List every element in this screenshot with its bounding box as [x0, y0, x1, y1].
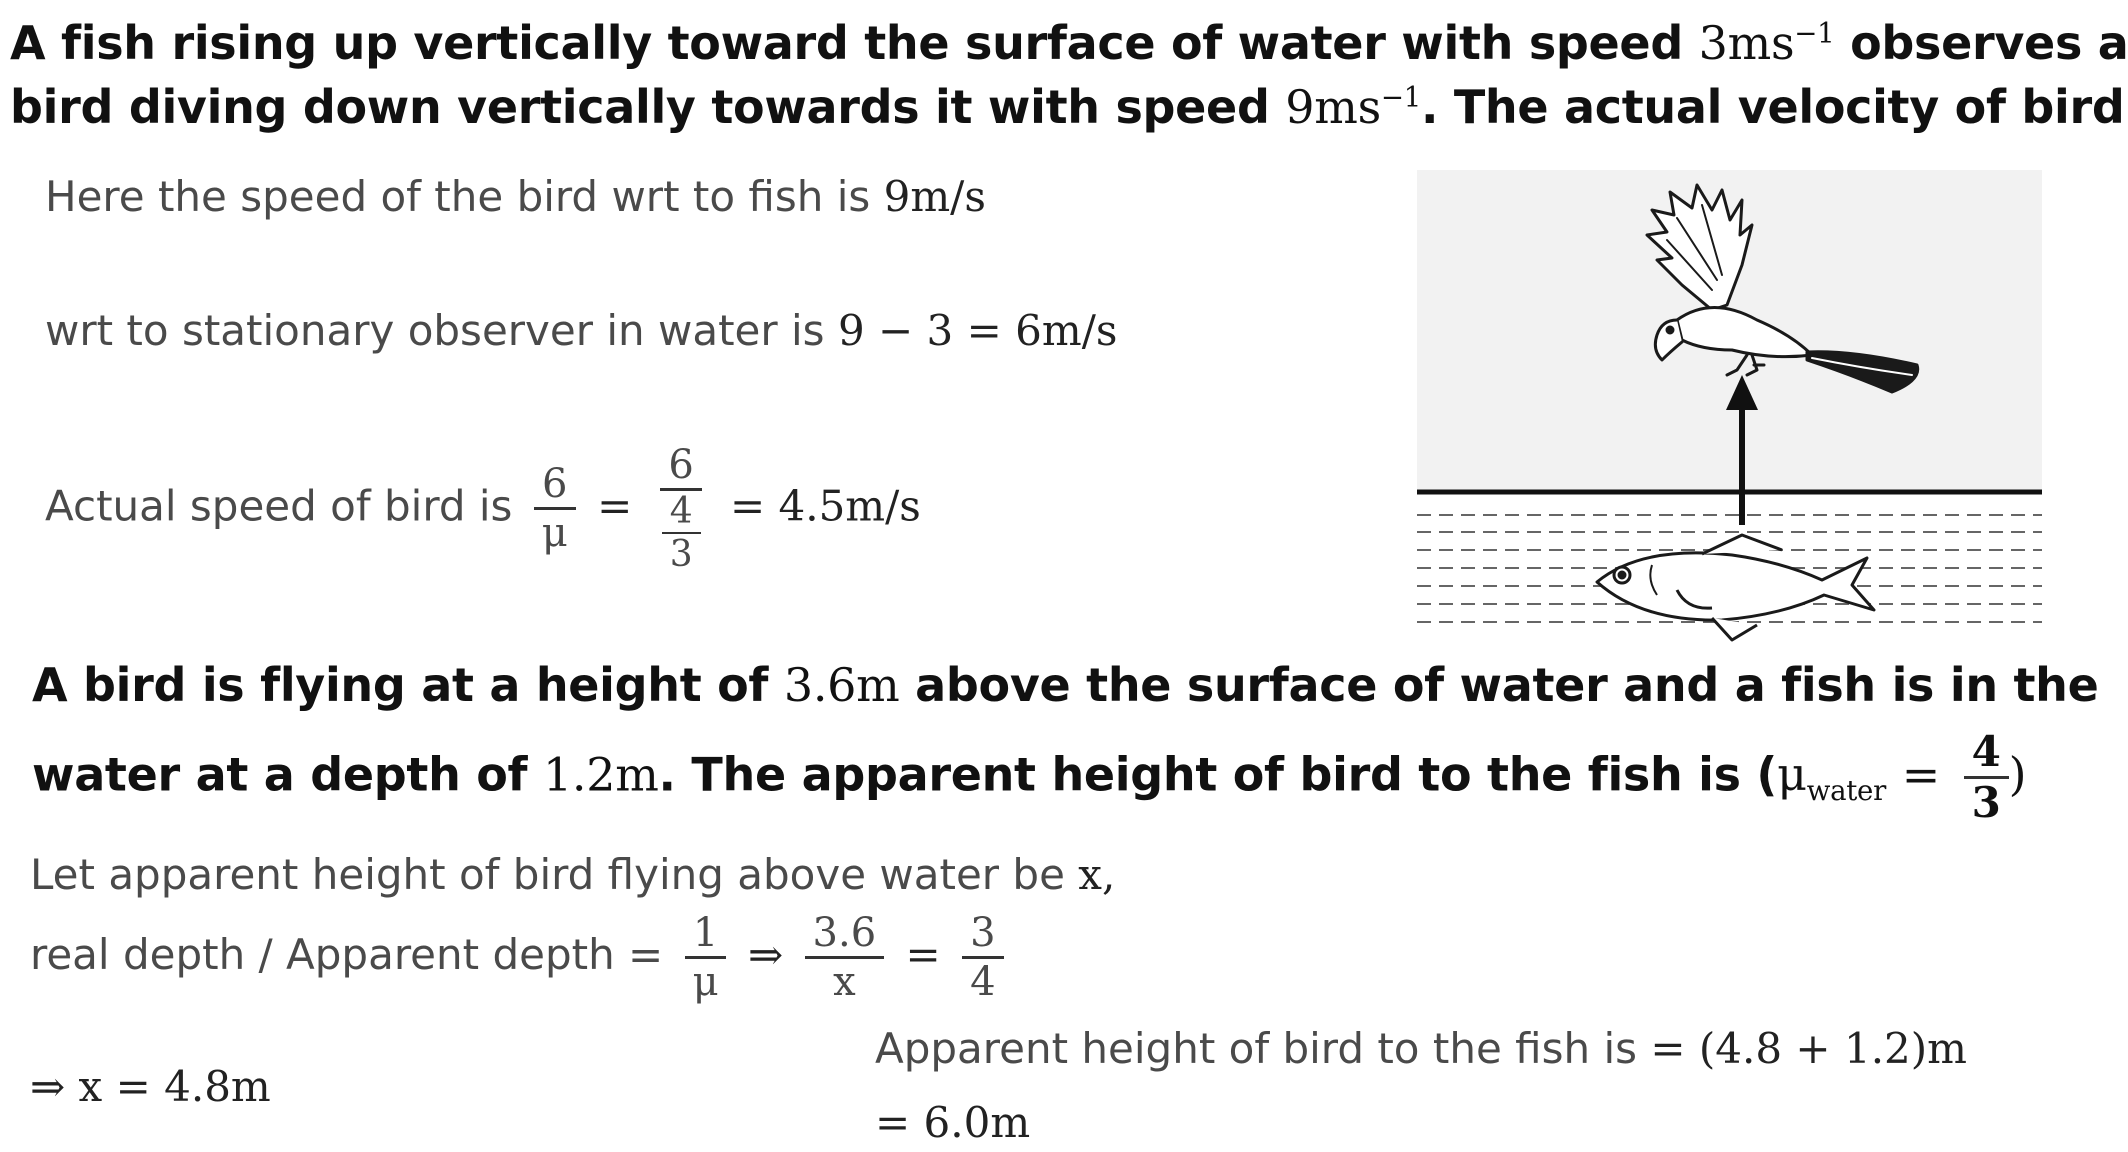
- question-1-line-2: bird diving down vertically towards it with speed $9ms^{-1}$. The actual velocity of bird: [10, 80, 2125, 134]
- question-1-line-1: A fish rising up vertically toward the surface of water with speed $3ms^{-1}$ observes a: [10, 16, 2128, 70]
- speed-value: $9ms^{-1}$: [1285, 80, 1421, 134]
- mu-symbol: $\mu_{water}$: [1777, 747, 1886, 808]
- solution-2-line-1: Let apparent height of bird flying above water be x,: [30, 850, 1116, 899]
- question-2-line-2: water at a depth of 1.2m. The apparent height of bird to the fish is ($\mu_{water}$ = $\frac{4}{3}$ ): [32, 727, 2027, 828]
- solution-2-line-3: ⇒ x = 4.8m: [30, 1062, 271, 1111]
- solution-2-line-4: Apparent height of bird to the fish is = (4.8 + 1.2)m: [875, 1024, 1967, 1073]
- solution-1-line-1: Here the speed of the bird wrt to fish is 9m/s: [45, 172, 986, 221]
- inner-fraction: $\frac{4}{3}$: [662, 491, 701, 576]
- compound-fraction: $\frac{6}{\frac{4}{3}}$: [654, 442, 709, 576]
- fraction: $\frac{6}{\mu}$: [534, 461, 576, 556]
- fraction: $\frac{3}{4}$: [962, 910, 1003, 1005]
- solution-1-line-2: wrt to stationary observer in water is 9 − 3 = 6m/s: [45, 306, 1118, 355]
- fraction: $\frac{4}{3}$: [1964, 728, 2009, 828]
- speed-value: $3ms^{-1}$: [1698, 16, 1835, 70]
- fraction: $\frac{3.6}{x}$: [805, 910, 885, 1005]
- figure-svg: [1412, 170, 2042, 660]
- bird-fish-figure: [1412, 170, 2042, 660]
- fraction: $\frac{1}{\mu}$: [685, 910, 727, 1005]
- question-2-line-1: A bird is flying at a height of 3.6m above the surface of water and a fish is in the: [32, 658, 2099, 712]
- solution-1-line-3: Actual speed of bird is $\frac{6}{\mu}$ = $\frac{6}{\frac{4}{3}}$ = 4.5m/s: [45, 442, 921, 576]
- solution-2-line-2: real depth / Apparent depth = $\frac{1}{\mu}$ ⇒ $\frac{3.6}{x}$ = $\frac{3}{4}$: [30, 910, 1012, 1005]
- solution-2-line-5: = 6.0m: [875, 1098, 1031, 1147]
